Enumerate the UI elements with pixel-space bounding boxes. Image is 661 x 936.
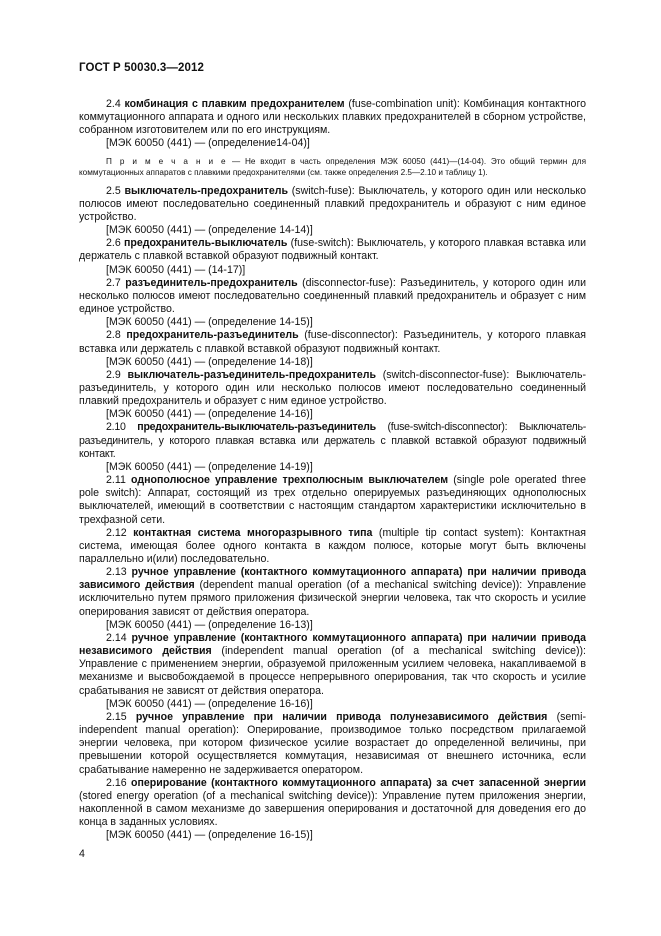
definition-2-13: 2.13 ручное управление (контактного коммутационного аппарата) при наличии привода зависимого действия (dependent manual operation (of a mechanical switching device)): Управление исключительно путем прямого приложения физической энергии человека, так что скорость и усилие оперирования зависят от действия оператора. <box>79 566 587 618</box>
definition-2-14: 2.14 ручное управление (контактного коммутационного аппарата) при наличии привода независимого действия (independent manual operation (of a mechanical switching device)): Управление с применением энергии, образуемой приложенным усилием человека, накапливаемой в механизме и высвобождаемой в процессе непрерывного оперирования, так что скорость и усилие срабатывания не зависят от действия оператора. <box>79 631 586 697</box>
note: П р и м е ч а н и е — Не входит в часть определения МЭК 60050 (441)—(14-04). Это общий термин для коммутационных аппаратов с плавкими предохранителями (см. также определения 2.5—2.10 и таблицу 1). <box>79 156 586 177</box>
page-number: 4 <box>79 848 85 860</box>
reference: [МЭК 60050 (441) — (определение14-04)] <box>106 137 310 150</box>
definition-2-6: 2.6 предохранитель-выключатель (fuse-switch): Выключатель, у которого плавкая вставка или держатель с плавкой вставкой образуют подвижный контакт. <box>79 237 586 263</box>
definition-2-4: 2.4 комбинация с плавким предохранителем (fuse-combination unit): Комбинация контактного коммутационного аппарата и одного или нескольких плавких предохранителей в сборном устройстве, собранном изготовителем или по его инструкциям. <box>79 98 586 137</box>
reference: [МЭК 60050 (441) — (определение 16-16)] <box>106 697 313 710</box>
document-body <box>79 98 586 842</box>
reference: [МЭК 60050 (441) — (определение 14-14)] <box>106 224 313 237</box>
reference: [МЭК 60050 (441) — (14-17)] <box>106 263 246 276</box>
reference: [МЭК 60050 (441) — (определение 14-19)] <box>106 460 313 473</box>
term: комбинация с плавким предохранителем <box>124 98 345 110</box>
definition-2-9: 2.9 выключатель-разъединитель-предохранитель (switch-disconnector-fuse): Выключатель-разъединитель, у которого один или несколько полюсов имеют последовательно соединенный плавкий предохранитель и образует с ним единое устройство. <box>79 368 586 408</box>
reference: [МЭК 60050 (441) — (определение 14-15)] <box>106 316 313 329</box>
definition-2-11: 2.11 однополюсное управление трехполюсным выключателем (single pole operated three pole switch): Аппарат, состоящий из трех отдельно оперируемых разъединяющих однополюсных выключателей, имеющий в соответствии с настоящим стандартом характеристики исключительно в трехфазной сети. <box>79 474 586 526</box>
reference: [МЭК 60050 (441) — (определение 16-13)] <box>106 618 313 631</box>
reference: [МЭК 60050 (441) — (определение 14-18)] <box>106 355 313 368</box>
definition-2-16: 2.16 оперирование (контактного коммутационного аппарата) за счет запасенной энергии (stored energy operation (of a mechanical switching device)): Управление путем приложения энергии, накопленной в самом механизме до завершения оперирования и достаточной для доведения его до конца в заданных условиях. <box>79 776 587 829</box>
document-header: ГОСТ Р 50030.3—2012 <box>79 62 204 74</box>
definition-2-15: 2.15 ручное управление при наличии привода полунезависимого действия (semi-independent manual operation): Оперирование, производимое только посредством прилагаемой энергии человека, при котором физическое усилие возрастает до определенной величины, при превышении которой осуществляется коммутация, независимая от внешнего источника, если срабатывание намеренно не задерживается оператором. <box>79 710 586 776</box>
reference: [МЭК 60050 (441) — (определение 14-16)] <box>106 408 313 421</box>
definition-2-5: 2.5 выключатель-предохранитель (switch-fuse): Выключатель, у которого один или несколько полюсов имеют последовательно соединенный плавкий предохранитель и образуют с ним единое устройство. <box>79 184 586 223</box>
definition-2-8: 2.8 предохранитель-разъединитель (fuse-disconnector): Разъединитель, у которого плавкая вставка или держатель с плавкой вставкой образуют подвижный контакт. <box>79 329 586 355</box>
definition-2-12: 2.12 контактная система многоразрывного типа (multiple tip contact system): Контактная система, имеющая более одного контакта в каждом полюсе, которые могут быть включены параллельно и(или) последовательно. <box>79 526 586 565</box>
definition-2-10: 2.10 предохранитель-выключатель-разъединитель (fuse-switch-disconnector): Выключатель-разъединитель, у которого плавкая вставка или держатель с плавкой вставкой образуют подвижный контакт. <box>79 421 586 460</box>
reference: [МЭК 60050 (441) — (определение 16-15)] <box>106 829 313 842</box>
definition-2-7: 2.7 разъединитель-предохранитель (disconnector-fuse): Разъединитель, у которого один или несколько полюсов имеют последовательно соединенный плавкий предохранитель и образует с ним единое устройство. <box>79 276 586 316</box>
